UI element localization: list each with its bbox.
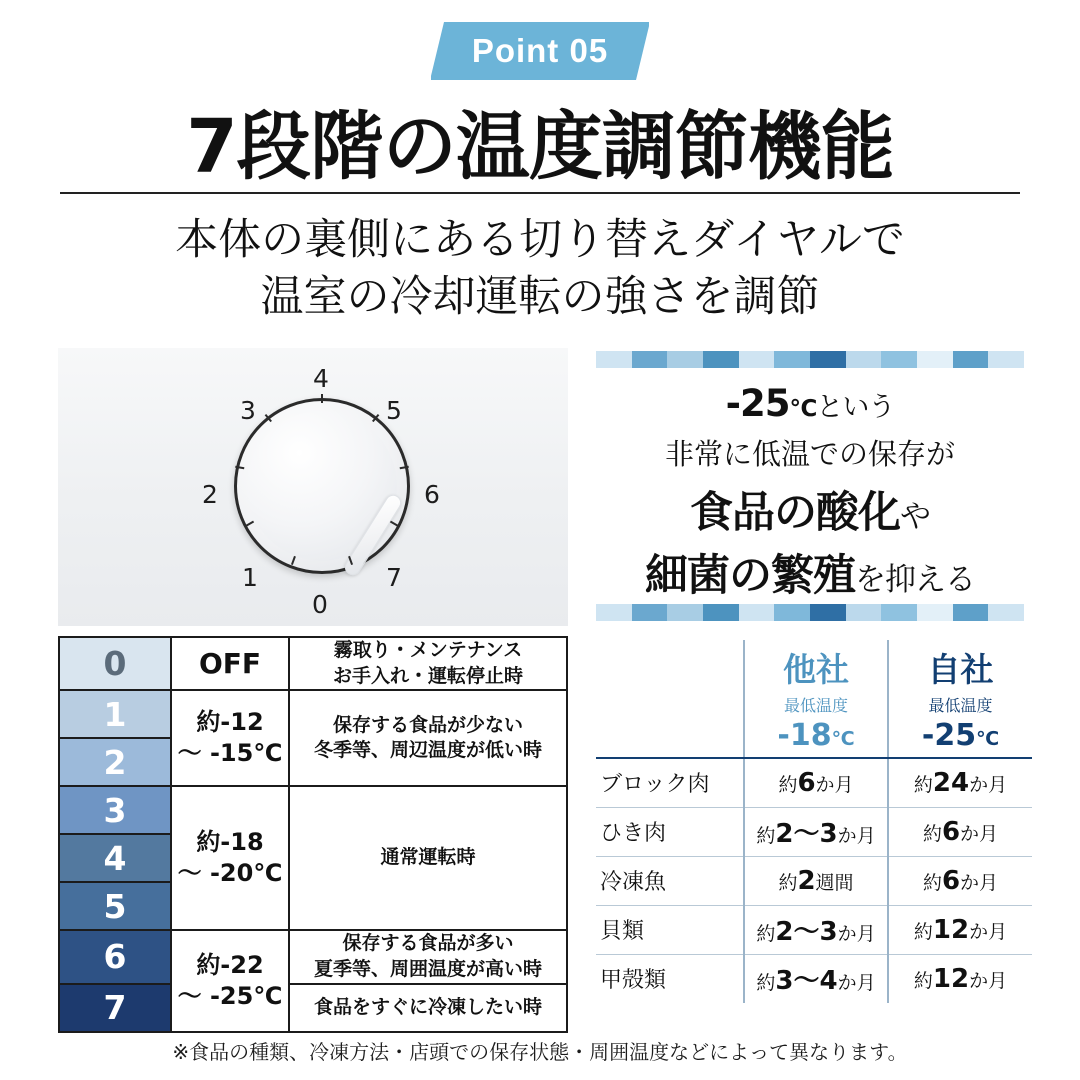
highlight-line-3-main: 食品の酸化 xyxy=(690,488,900,538)
dial-number-2: 2 xyxy=(202,480,218,509)
page-title: 7段階の温度調節機能 xyxy=(186,104,894,190)
desc-cell-1 xyxy=(289,690,567,786)
desc-line-1: 保存する食品が少ない xyxy=(332,713,523,736)
highlight-temp-tail: という xyxy=(816,392,895,423)
value-prefix: 約 xyxy=(913,773,933,796)
temp-line-1: 約-12 xyxy=(196,708,264,737)
value-suffix: か月 xyxy=(837,825,876,847)
own-sub-label: 最低温度 xyxy=(928,696,993,715)
table-row xyxy=(596,954,1032,1003)
table-row xyxy=(59,637,567,690)
value-prefix: 約 xyxy=(756,923,776,945)
stripe-decoration-bottom xyxy=(596,604,1024,621)
level-cell-2: 2 xyxy=(59,738,171,786)
dial-tick xyxy=(321,394,323,403)
value-number: 3～4 xyxy=(775,966,838,997)
other-temp-value: -18 xyxy=(777,718,832,753)
other-brand-label: 他社 xyxy=(783,650,849,689)
table-row xyxy=(596,905,1032,954)
table-row xyxy=(596,758,1032,807)
temp-line-2: ～ -25℃ xyxy=(177,981,283,1010)
value-prefix: 約 xyxy=(913,969,933,992)
desc-line-1: 保存する食品が多い xyxy=(342,932,514,955)
value-number: 24 xyxy=(932,767,970,798)
value-suffix: か月 xyxy=(960,871,999,894)
temp-cell-3 xyxy=(171,786,289,930)
value-prefix: 約 xyxy=(778,773,798,796)
other-value xyxy=(744,954,888,1003)
value-prefix: 約 xyxy=(922,871,942,894)
table-row xyxy=(59,690,567,738)
own-value xyxy=(888,758,1032,807)
value-suffix: か月 xyxy=(837,972,876,995)
highlight-line-4-main: 細菌の繁殖 xyxy=(645,551,855,601)
own-brand-label: 自社 xyxy=(927,650,994,689)
highlight-block xyxy=(588,382,1032,603)
own-value xyxy=(888,954,1032,1003)
dial-knob[interactable] xyxy=(247,411,397,561)
subtitle-line-1: 本体の裏側にある切り替えダイヤルで xyxy=(175,215,905,265)
value-number: 2～3 xyxy=(775,917,838,947)
comparison-table xyxy=(596,640,1032,1003)
value-suffix: 週間 xyxy=(815,871,854,894)
table-row xyxy=(59,930,567,983)
value-suffix: か月 xyxy=(815,773,854,796)
value-suffix: か月 xyxy=(837,923,876,945)
own-temp-value: -25 xyxy=(921,718,977,753)
food-name: ブロック肉 xyxy=(596,758,744,807)
desc-cell-6 xyxy=(289,930,567,983)
other-temp-unit: ℃ xyxy=(831,728,855,750)
dial-number-6: 6 xyxy=(424,480,440,509)
food-name: 貝類 xyxy=(596,905,744,954)
value-prefix: 約 xyxy=(778,871,798,894)
value-suffix: か月 xyxy=(969,969,1008,992)
food-name: ひき肉 xyxy=(596,807,744,856)
temp-line-1: 約-18 xyxy=(196,828,264,857)
value-number: 12 xyxy=(932,914,970,945)
settings-table xyxy=(58,636,568,1033)
other-value xyxy=(744,905,888,954)
level-cell-1: 1 xyxy=(59,690,171,738)
highlight-line-3 xyxy=(588,479,1032,540)
own-value xyxy=(888,856,1032,905)
other-temp xyxy=(745,718,887,753)
own-value xyxy=(888,905,1032,954)
value-number: 2～3 xyxy=(775,819,838,849)
level-cell-4: 4 xyxy=(59,834,171,882)
desc-cell-7: 食品をすぐに冷凍したい時 xyxy=(289,984,567,1032)
other-sub-label: 最低温度 xyxy=(783,696,848,715)
title-divider xyxy=(60,192,1020,194)
level-cell-7: 7 xyxy=(59,984,171,1032)
value-number: 12 xyxy=(932,963,970,994)
food-name: 冷凍魚 xyxy=(596,856,744,905)
value-number: 2 xyxy=(797,865,816,896)
own-value xyxy=(888,807,1032,856)
value-suffix: か月 xyxy=(960,822,999,845)
highlight-line-1 xyxy=(588,382,1032,425)
level-cell-6: 6 xyxy=(59,930,171,983)
other-value xyxy=(744,807,888,856)
point-badge-label: Point 05 xyxy=(471,32,609,69)
desc-line-1: 霧取り・メンテナンス xyxy=(333,639,523,661)
comparison-header-row xyxy=(596,640,1032,758)
desc-cell-3: 通常運転時 xyxy=(289,786,567,930)
temp-cell-6 xyxy=(171,930,289,1031)
value-number: 6 xyxy=(941,816,961,847)
own-temp xyxy=(889,718,1032,753)
value-prefix: 約 xyxy=(756,972,776,995)
value-prefix: 約 xyxy=(756,825,776,847)
highlight-line-4 xyxy=(588,542,1032,603)
comparison-header-empty xyxy=(596,640,744,758)
off-cell: OFF xyxy=(171,637,289,690)
subtitle-line-2: 温室の冷却運転の強さを調節 xyxy=(260,271,820,322)
other-value xyxy=(744,758,888,807)
subtitle xyxy=(0,212,1080,326)
dial-number-5: 5 xyxy=(386,396,402,425)
value-prefix: 約 xyxy=(913,920,933,943)
stripe-decoration-top xyxy=(596,351,1024,368)
value-prefix: 約 xyxy=(922,822,942,845)
dial-wrapper xyxy=(190,358,450,618)
own-temp-unit: ℃ xyxy=(976,728,1000,750)
value-suffix: か月 xyxy=(969,920,1008,943)
temp-cell-1 xyxy=(171,690,289,786)
highlight-temp-unit: ℃ xyxy=(789,396,817,422)
level-cell-5: 5 xyxy=(59,882,171,930)
highlight-line-3-suffix: や xyxy=(900,499,930,535)
desc-line-2: 夏季等、周囲温度が高い時 xyxy=(313,957,542,980)
level-cell-3: 3 xyxy=(59,786,171,834)
temp-line-1: 約-22 xyxy=(196,950,264,979)
table-row xyxy=(596,807,1032,856)
desc-line-2: 冬季等、周辺温度が低い時 xyxy=(313,739,542,762)
value-number: 6 xyxy=(941,865,961,896)
dial-number-0: 0 xyxy=(312,590,328,619)
value-number: 6 xyxy=(797,767,816,798)
value-suffix: か月 xyxy=(969,773,1008,796)
dial-number-3: 3 xyxy=(240,396,256,425)
temp-line-2: ～ -15℃ xyxy=(177,739,283,768)
level-cell-0: 0 xyxy=(59,637,171,690)
highlight-line-4-suffix: を抑える xyxy=(855,562,975,598)
highlight-line-2: 非常に低温での保存が xyxy=(664,437,955,471)
table-row xyxy=(59,984,567,1032)
dial-number-7: 7 xyxy=(386,563,402,592)
dial-number-1: 1 xyxy=(242,563,258,592)
desc-cell-0 xyxy=(289,637,567,690)
point-badge xyxy=(431,22,649,80)
table-row xyxy=(596,856,1032,905)
footnote: ※食品の種類、冷凍方法・店頭での保存状態・周囲温度などによって異なります。 xyxy=(172,1040,908,1064)
food-name: 甲殻類 xyxy=(600,968,667,994)
temp-line-2: ～ -20℃ xyxy=(177,859,283,888)
dial-illustration xyxy=(58,348,568,626)
desc-line-2: お手入れ・運転停止時 xyxy=(332,664,523,687)
other-value xyxy=(744,856,888,905)
comparison-header-own xyxy=(888,640,1032,758)
comparison-header-other xyxy=(744,640,888,758)
highlight-temp-value: -25 xyxy=(725,382,790,425)
table-row xyxy=(59,786,567,834)
dial-number-4: 4 xyxy=(313,364,329,393)
